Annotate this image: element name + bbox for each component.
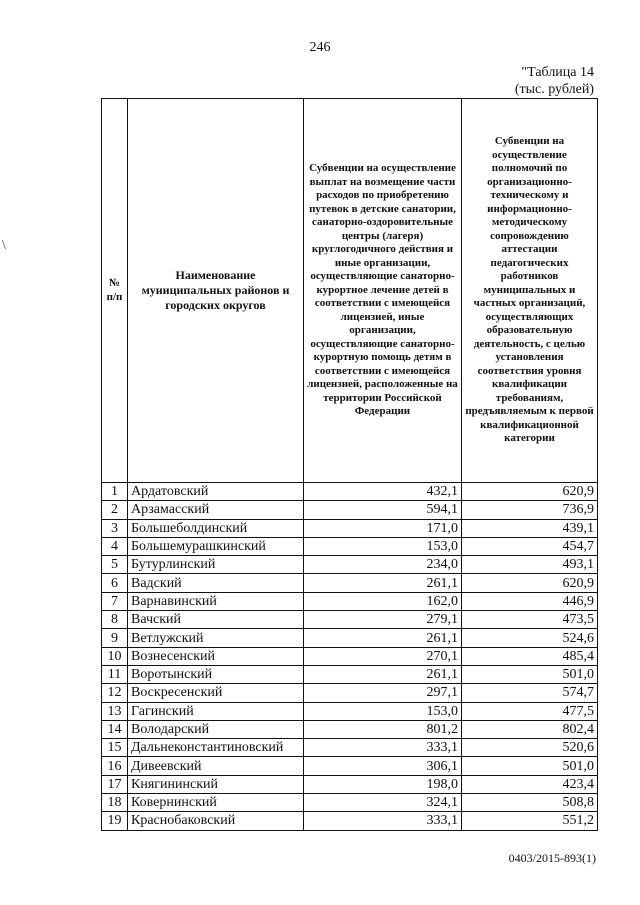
sanatorium-subvention-value: 171,0: [304, 519, 462, 537]
row-number: 19: [102, 812, 128, 830]
row-number: 6: [102, 574, 128, 592]
table-title-label: "Таблица 14: [521, 65, 594, 80]
subventions-table: [101, 98, 598, 831]
attestation-subvention-value: 501,0: [462, 665, 598, 683]
district-name: Большемурашкинский: [128, 537, 304, 555]
sanatorium-subvention-value: 333,1: [304, 739, 462, 757]
sanatorium-subvention-value: 432,1: [304, 483, 462, 501]
row-number: 2: [102, 501, 128, 519]
table-row: [102, 647, 598, 665]
district-name: Варнавинский: [128, 592, 304, 610]
row-number: 18: [102, 794, 128, 812]
district-name: Вознесенский: [128, 647, 304, 665]
table-title: [515, 64, 594, 98]
margin-mark: \: [2, 238, 6, 253]
attestation-subvention-value: 802,4: [462, 720, 598, 738]
attestation-subvention-value: 620,9: [462, 483, 598, 501]
district-name: Дальнеконстантиновский: [128, 739, 304, 757]
row-number: 13: [102, 702, 128, 720]
district-name: Ковернинский: [128, 794, 304, 812]
table-row: [102, 611, 598, 629]
sanatorium-subvention-value: 333,1: [304, 812, 462, 830]
table-row: [102, 794, 598, 812]
district-name: Княгининский: [128, 775, 304, 793]
sanatorium-subvention-value: 261,1: [304, 665, 462, 683]
row-number: 8: [102, 611, 128, 629]
district-name: Гагинский: [128, 702, 304, 720]
table-row: [102, 665, 598, 683]
table-row: [102, 775, 598, 793]
attestation-subvention-value: 473,5: [462, 611, 598, 629]
district-name: Вачский: [128, 611, 304, 629]
table-units: (тыс. рублей): [514, 82, 594, 97]
sanatorium-subvention-value: 306,1: [304, 757, 462, 775]
district-name: Бутурлинский: [128, 556, 304, 574]
table-row: [102, 483, 598, 501]
header-num: № п/п: [102, 99, 128, 483]
row-number: 4: [102, 537, 128, 555]
sanatorium-subvention-value: 279,1: [304, 611, 462, 629]
page-number: 246: [309, 40, 331, 55]
district-name: Арзамасский: [128, 501, 304, 519]
sanatorium-subvention-value: 801,2: [304, 720, 462, 738]
sanatorium-subvention-value: 261,1: [304, 574, 462, 592]
table-row: [102, 684, 598, 702]
district-name: Ветлужский: [128, 629, 304, 647]
district-name: Воскресенский: [128, 684, 304, 702]
attestation-subvention-value: 736,9: [462, 501, 598, 519]
table-row: [102, 519, 598, 537]
row-number: 17: [102, 775, 128, 793]
sanatorium-subvention-value: 270,1: [304, 647, 462, 665]
table-row: [102, 574, 598, 592]
sanatorium-subvention-value: 162,0: [304, 592, 462, 610]
attestation-subvention-value: 508,8: [462, 794, 598, 812]
sanatorium-subvention-value: 594,1: [304, 501, 462, 519]
sanatorium-subvention-value: 153,0: [304, 537, 462, 555]
table-body: [102, 483, 598, 831]
attestation-subvention-value: 524,6: [462, 629, 598, 647]
table-row: [102, 556, 598, 574]
table-row: [102, 720, 598, 738]
attestation-subvention-value: 520,6: [462, 739, 598, 757]
table-row: [102, 702, 598, 720]
attestation-subvention-value: 423,4: [462, 775, 598, 793]
header-col1: Субвенции на осуществление выплат на возмещение части расходов по приобретению путевок в детские санатории, санаторно-оздоровительные центры (лагеря) круглогодичного действия и иные организации, осуществляющие санаторно-курортное лечение детей в соответствии с имеющейся лицензией, иные организации, осуществляющие санаторно-курортную помощь детям в соответствии с имеющейся лицензией, расположенные на территории Российской Федерации: [304, 99, 462, 483]
attestation-subvention-value: 477,5: [462, 702, 598, 720]
attestation-subvention-value: 446,9: [462, 592, 598, 610]
attestation-subvention-value: 485,4: [462, 647, 598, 665]
row-number: 16: [102, 757, 128, 775]
attestation-subvention-value: 501,0: [462, 757, 598, 775]
sanatorium-subvention-value: 234,0: [304, 556, 462, 574]
row-number: 11: [102, 665, 128, 683]
header-name: Наименование муниципальных районов и городских округов: [128, 99, 304, 483]
table-header-row: [102, 99, 598, 483]
table-row: [102, 501, 598, 519]
row-number: 15: [102, 739, 128, 757]
district-name: Ардатовский: [128, 483, 304, 501]
attestation-subvention-value: 551,2: [462, 812, 598, 830]
attestation-subvention-value: 493,1: [462, 556, 598, 574]
header-col2: Субвенции на осуществление полномочий по организационно-техническому и информационно-методическому сопровождению аттестации педагогических работников муниципальных и частных организаций, осуществляющих образовательную деятельность, с целью установления соответствия уровня квалификации требованиям, предъявляемым к первой квалификационной категории: [462, 99, 598, 483]
table-row: [102, 757, 598, 775]
table-row: [102, 537, 598, 555]
attestation-subvention-value: 454,7: [462, 537, 598, 555]
table-row: [102, 592, 598, 610]
sanatorium-subvention-value: 198,0: [304, 775, 462, 793]
row-number: 10: [102, 647, 128, 665]
district-name: Вадский: [128, 574, 304, 592]
district-name: Володарский: [128, 720, 304, 738]
attestation-subvention-value: 574,7: [462, 684, 598, 702]
row-number: 3: [102, 519, 128, 537]
sanatorium-subvention-value: 261,1: [304, 629, 462, 647]
row-number: 14: [102, 720, 128, 738]
sanatorium-subvention-value: 324,1: [304, 794, 462, 812]
attestation-subvention-value: 620,9: [462, 574, 598, 592]
district-name: Дивеевский: [128, 757, 304, 775]
row-number: 12: [102, 684, 128, 702]
district-name: Большеболдинский: [128, 519, 304, 537]
sanatorium-subvention-value: 297,1: [304, 684, 462, 702]
table-row: [102, 739, 598, 757]
attestation-subvention-value: 439,1: [462, 519, 598, 537]
district-name: Краснобаковский: [128, 812, 304, 830]
table-row: [102, 812, 598, 830]
row-number: 7: [102, 592, 128, 610]
document-code: 0403/2015-893(1): [508, 851, 596, 865]
row-number: 5: [102, 556, 128, 574]
sanatorium-subvention-value: 153,0: [304, 702, 462, 720]
district-name: Воротынский: [128, 665, 304, 683]
row-number: 9: [102, 629, 128, 647]
row-number: 1: [102, 483, 128, 501]
table-row: [102, 629, 598, 647]
